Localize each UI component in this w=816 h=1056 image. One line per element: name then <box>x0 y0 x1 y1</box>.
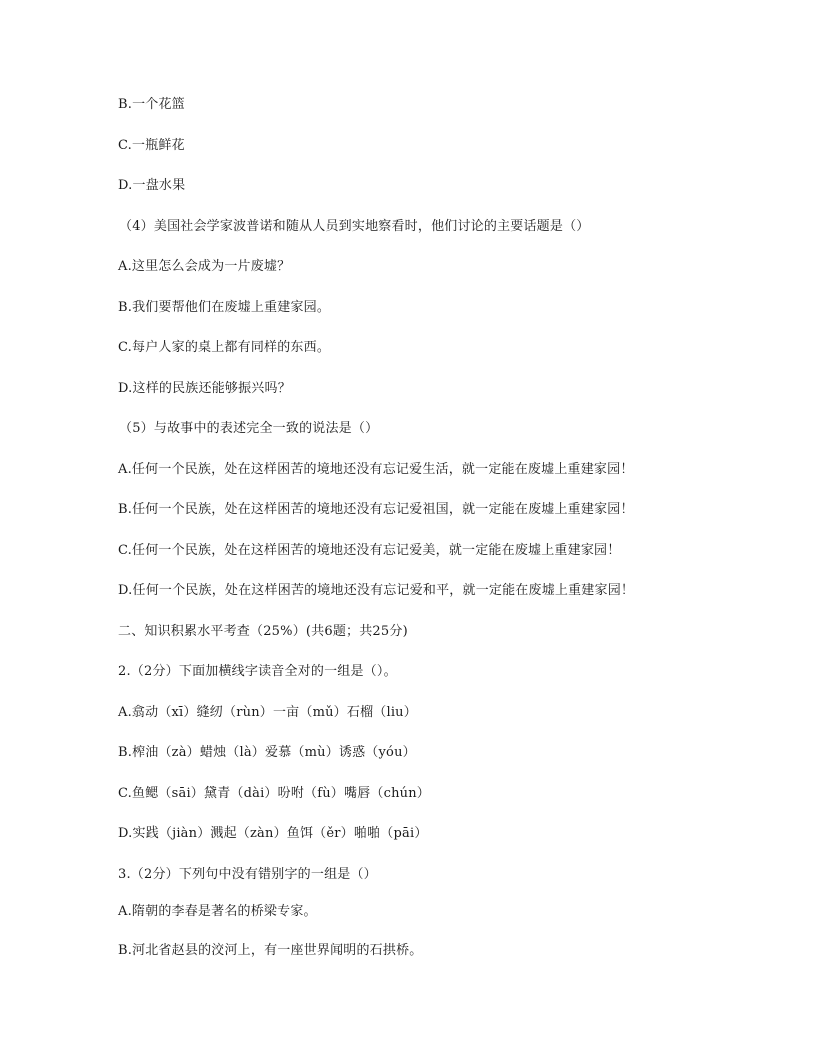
question-4-option-a: A.这里怎么会成为一片废墟？ <box>118 259 291 274</box>
question-2-prompt: 2.（2分）下面加横线字读音全对的一组是（）。 <box>118 664 397 679</box>
question-2-option-b: B.榨油（zà）蜡烛（là）爱慕（mù）诱惑（yóu） <box>118 745 416 760</box>
question-5-option-c: C.任何一个民族，处在这样困苦的境地还没有忘记爱美，就一定能在废墟上重建家园！ <box>118 543 621 558</box>
question-5-option-b: B.任何一个民族，处在这样困苦的境地还没有忘记爱祖国，就一定能在废墟上重建家园！ <box>118 502 634 517</box>
question-5-option-a: A.任何一个民族，处在这样困苦的境地还没有忘记爱生活，就一定能在废墟上重建家园！ <box>118 462 634 477</box>
option-b-flower-basket: B.一个花篮 <box>118 97 185 112</box>
section-2-heading: 二、知识积累水平考查（25%）(共6题；共25分) <box>118 624 408 639</box>
question-3-option-a: A.隋朝的李春是著名的桥梁专家。 <box>118 904 317 919</box>
question-4-prompt: （4）美国社会学家波普诺和随从人员到实地察看时，他们讨论的主要话题是（） <box>119 219 590 234</box>
question-4-option-c: C.每户人家的桌上都有同样的东西。 <box>118 340 331 355</box>
question-2-option-d: D.实践（jiàn）溅起（zàn）鱼饵（ěr）啪啪（pāi） <box>118 826 428 841</box>
option-d-plate-of-fruit: D.一盘水果 <box>118 178 186 193</box>
option-c-vase-of-flowers: C.一瓶鲜花 <box>118 138 185 153</box>
question-4-option-b: B.我们要帮他们在废墟上重建家园。 <box>118 300 331 315</box>
question-4-option-d: D.这样的民族还能够振兴吗？ <box>118 381 291 396</box>
question-2-option-c: C.鱼鳃（sāi）黛青（dài）吩咐（fù）嘴唇（chún） <box>118 786 431 801</box>
question-5-option-d: D.任何一个民族，处在这样困苦的境地还没有忘记爱和平，就一定能在废墟上重建家园！ <box>118 583 635 598</box>
question-2-option-a: A.翕动（xī）缝纫（rùn）一亩（mǔ）石榴（liu） <box>118 705 417 720</box>
question-3-option-b: B.河北省赵县的洨河上，有一座世界闻明的石拱桥。 <box>118 943 423 958</box>
question-3-prompt: 3.（2分）下列句中没有错别字的一组是（） <box>118 867 377 882</box>
question-5-prompt: （5）与故事中的表述完全一致的说法是（） <box>119 421 379 436</box>
